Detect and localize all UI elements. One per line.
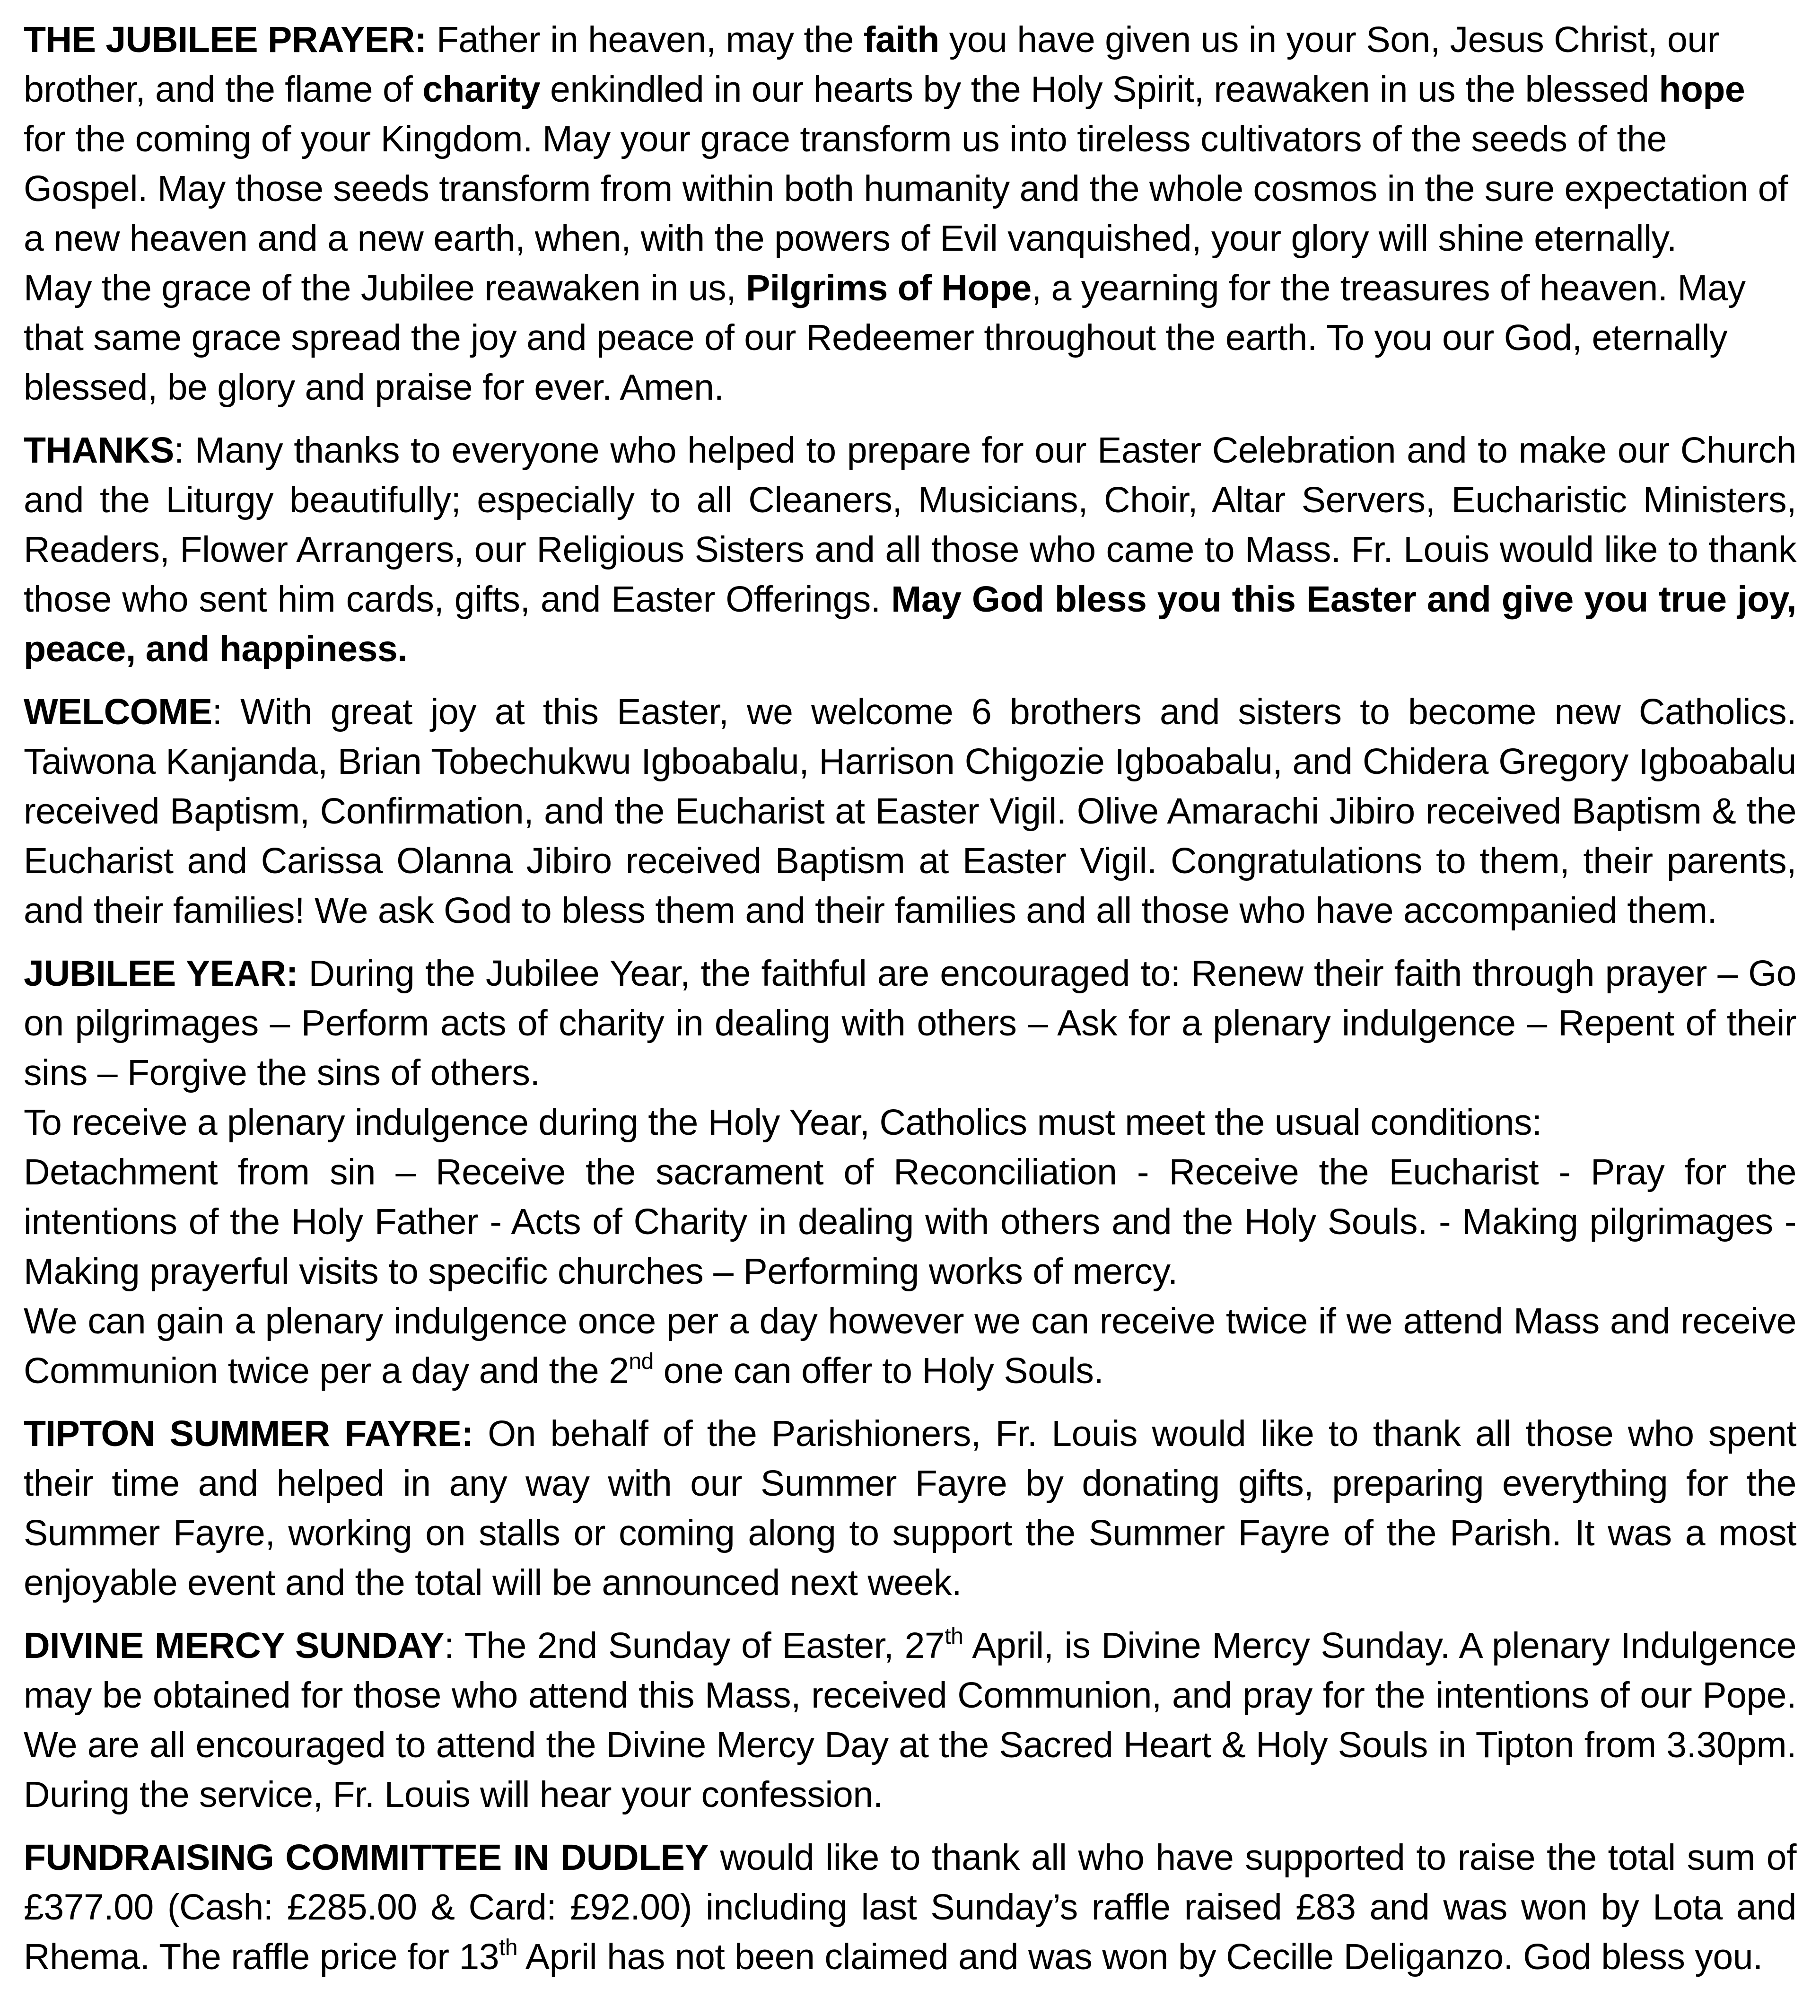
summer-fayre-section: [24, 1409, 1796, 1608]
jubilee-year-text: one can offer to Holy Souls.: [653, 1350, 1104, 1391]
thanks-section: [24, 426, 1796, 674]
jubilee-prayer-heading: THE JUBILEE PRAYER:: [24, 19, 427, 60]
jubilee-year-heading: JUBILEE YEAR:: [24, 953, 298, 994]
jubilee-prayer-section: [24, 15, 1796, 412]
hope-bold: hope: [1659, 69, 1745, 110]
summer-fayre-text: On behalf of the Parishioners, Fr. Louis would like to thank all those who spent their time and helped in any way with our Summer Fayre by donating gifts, preparing everything for the Summer Fayre, working on stalls or coming along to support the Summer Fayre of the Parish. It was a most enjoyable event and the total will be announced next week.: [24, 1413, 1796, 1603]
fundraising-heading: FUNDRAISING COMMITTEE IN DUDLEY: [24, 1837, 709, 1878]
jubilee-year-text: During the Jubilee Year, the faithful are encouraged to: Renew their faith through prayer – Go on pilgrimages – Perform acts of charity in dealing with others – Ask for a plenary indulgence – Repent of their sins – Forgive the sins of others.: [24, 953, 1796, 1093]
thanks-heading: THANKS: [24, 430, 174, 471]
jubilee-prayer-paragraph-1: [24, 15, 1796, 263]
fundraising-paragraph: [24, 1833, 1796, 1982]
jubilee-year-paragraph-2: To receive a plenary indulgence during the Holy Year, Catholics must meet the usual conditions:: [24, 1102, 1542, 1143]
jubilee-prayer-text: for the coming of your Kingdom. May your grace transform us into tireless cultivators of the seeds of the Gospel. May those seeds transform from within both humanity and the whole cosmos in the sure expectation of a new heaven and a new earth, when, with the powers of Evil vanquished, your glory will shine eternally.: [24, 119, 1788, 259]
jubilee-year-paragraph-3: Detachment from sin – Receive the sacrament of Reconciliation - Receive the Eucharist - Pray for the intentions of the Holy Father - Acts of Charity in dealing with others and the Holy Souls. - Making pilgrimages - Making prayerful visits to specific churches – Performing works of mercy.: [24, 1152, 1796, 1292]
thanks-closing-bold: May God bless you this Easter and give you true joy, peace, and happiness.: [24, 579, 1796, 669]
welcome-paragraph: [24, 687, 1796, 936]
ordinal-suffix: th: [945, 1624, 963, 1649]
divine-mercy-text: April, is Divine Mercy Sunday. A plenary Indulgence may be obtained for those who attend this Mass, received Communion, and pray for the intentions of our Pope. We are all encouraged to attend the Divine Mercy Day at the Sacred Heart & Holy Souls in Tipton from 3.30pm. During the service, Fr. Louis will hear your confession.: [24, 1625, 1797, 1815]
divine-mercy-heading: DIVINE MERCY SUNDAY: [24, 1625, 445, 1666]
summer-fayre-heading: TIPTON SUMMER FAYRE:: [24, 1413, 473, 1454]
ordinal-suffix: nd: [629, 1349, 654, 1374]
jubilee-prayer-text: May the grace of the Jubilee reawaken in us,: [24, 268, 746, 308]
jubilee-prayer-text: you have given us in your Son, Jesus Christ, our brother, and the flame of: [24, 19, 1719, 110]
ordinal-suffix: th: [499, 1935, 518, 1960]
jubilee-year-section: [24, 949, 1796, 1396]
thanks-paragraph: [24, 426, 1796, 674]
summer-fayre-paragraph: [24, 1409, 1796, 1608]
jubilee-year-paragraph-1: [24, 949, 1796, 1098]
welcome-text: : With great joy at this Easter, we welcome 6 brothers and sisters to become new Catholics. Taiwona Kanjanda, Brian Tobechukwu Igboabalu, Harrison Chigozie Igboabalu, and Chidera Gregory Igboabalu received Baptism, Confirmation, and the Eucharist at Easter Vigil. Olive Amarachi Jibiro received Baptism & the Eucharist and Carissa Olanna Jibiro received Baptism at Easter Vigil. Congratulations to them, their parents, and their families! We ask God to bless them and their families and all those who have accompanied them.: [24, 692, 1796, 931]
charity-bold: charity: [422, 69, 541, 110]
fundraising-text: April has not been claimed and was won by Cecille Deliganzo. God bless you.: [517, 1937, 1763, 1977]
pilgrims-of-hope-bold: Pilgrims of Hope: [745, 268, 1032, 308]
jubilee-prayer-text: , a yearning for the treasures of heaven. May that same grace spread the joy and peace of our Redeemer throughout the earth. To you our God, eternally blessed, be glory and praise for ever. Amen.: [24, 268, 1746, 408]
jubilee-year-paragraph-4: [24, 1297, 1796, 1396]
fundraising-text: would like to thank all who have supported to raise the total sum of £377.00 (Cash: £285.00 & Card: £92.00) including last Sunday’s raffle raised £83 and was won by Lota and Rhema. The raffle price for 13: [24, 1837, 1796, 1977]
thanks-text: : Many thanks to everyone who helped to prepare for our Easter Celebration and to make our Church and the Liturgy beautifully; especially to all Cleaners, Musicians, Choir, Altar Servers, Eucharistic Ministers, Readers, Flower Arrangers, our Religious Sisters and all those who came to Mass. Fr. Louis would like to thank those who sent him cards, gifts, and Easter Offerings.: [24, 430, 1796, 620]
jubilee-year-text: We can gain a plenary indulgence once per a day however we can receive twice if we attend Mass and receive Communion twice per a day and the 2: [24, 1301, 1796, 1391]
divine-mercy-text: : The 2nd Sunday of Easter, 27: [444, 1625, 945, 1666]
divine-mercy-section: [24, 1621, 1796, 1820]
jubilee-prayer-text: enkindled in our hearts by the Holy Spirit, reawaken in us the blessed: [540, 69, 1659, 110]
faith-bold: faith: [863, 19, 939, 60]
jubilee-prayer-text: Father in heaven, may the: [426, 19, 864, 60]
welcome-heading: WELCOME: [24, 692, 212, 732]
fundraising-section: [24, 1833, 1796, 1982]
jubilee-prayer-paragraph-2: [24, 263, 1796, 412]
welcome-section: [24, 687, 1796, 936]
divine-mercy-paragraph: [24, 1621, 1796, 1820]
